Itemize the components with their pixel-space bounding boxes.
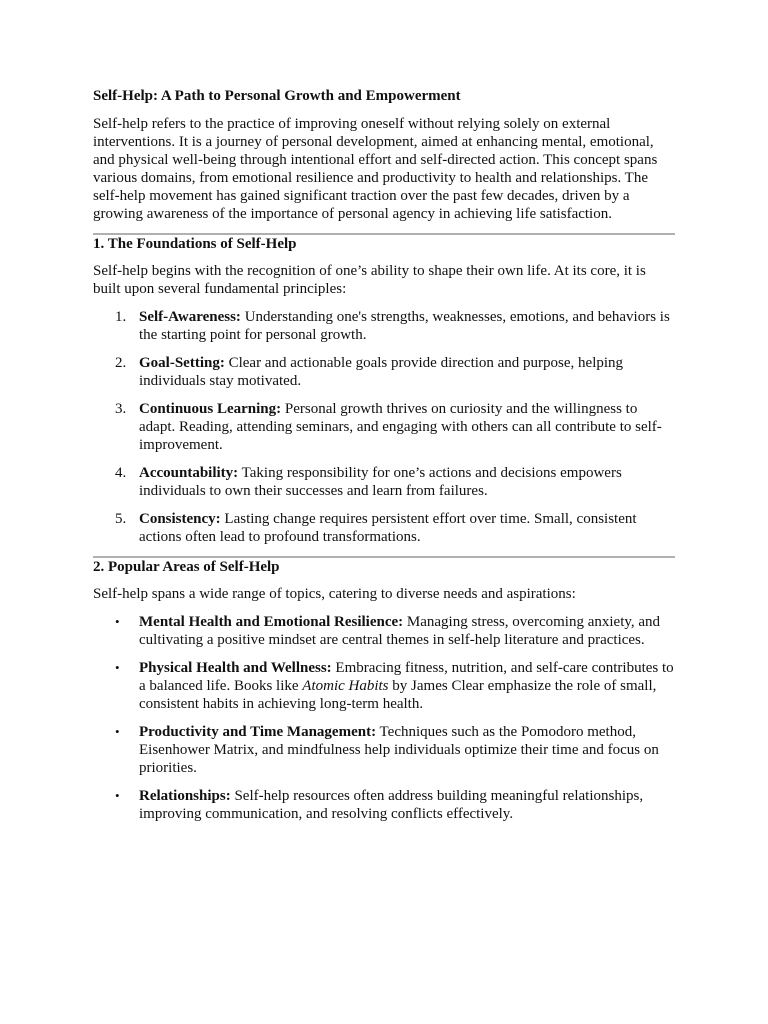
bullet-icon: •	[115, 788, 120, 803]
list-item-term: Self-Awareness:	[139, 309, 241, 325]
foundations-intro-paragraph: Self-help begins with the recognition of one’s ability to shape their own life. At its core, it is built upon several fundamental principles:	[93, 263, 646, 297]
list-item-text: Personal growth thrives on curiosity and the willingness to adapt. Reading, attending seminars, and engaging with others can all contribute to self-improvement.	[139, 401, 662, 453]
document-title: Self-Help: A Path to Personal Growth and Empowerment	[93, 88, 461, 104]
list-item	[93, 787, 675, 823]
bullet-icon: •	[115, 724, 120, 739]
list-item	[93, 464, 675, 500]
list-item-term: Productivity and Time Management:	[139, 724, 377, 740]
popular-areas-intro-paragraph: Self-help spans a wide range of topics, catering to diverse needs and aspirations:	[93, 586, 576, 602]
list-item-number: 2.	[115, 355, 127, 371]
list-item	[93, 659, 675, 713]
document-body	[93, 87, 675, 833]
section-heading-foundations: 1. The Foundations of Self-Help	[93, 236, 297, 252]
principles-list	[93, 308, 675, 546]
bullet-icon: •	[115, 660, 120, 675]
list-item-number: 4.	[115, 465, 127, 481]
list-item-text: Embracing fitness, nutrition, and self-care contributes to a balanced life. Books like	[139, 660, 674, 694]
list-item	[93, 510, 675, 546]
list-item-text: Clear and actionable goals provide direction and purpose, helping individuals stay motivated.	[139, 355, 624, 389]
list-item-text: Taking responsibility for one’s actions and decisions empowers individuals to own their successes and learn from failures.	[139, 465, 622, 499]
list-item-term: Continuous Learning:	[139, 401, 282, 417]
list-item-term: Mental Health and Emotional Resilience:	[139, 614, 404, 630]
list-item-text: Understanding one's strengths, weaknesses, emotions, and behaviors is the starting point for personal growth.	[139, 309, 670, 343]
bullet-icon: •	[115, 614, 120, 629]
list-item-number: 5.	[115, 511, 127, 527]
book-title: Atomic Habits	[302, 678, 389, 694]
list-item-text: Self-help resources often address building meaningful relationships, improving communication, and resolving conflicts effectively.	[139, 788, 644, 822]
list-item-term: Physical Health and Wellness:	[139, 660, 332, 676]
list-item-text: Lasting change requires persistent effort over time. Small, consistent actions often lead to profound transformations.	[139, 511, 637, 545]
intro-paragraph: Self-help refers to the practice of improving oneself without relying solely on external interventions. It is a journey of personal development, aimed at enhancing mental, emotional, and physical well-being through intentional effort and self-directed action. This concept spans various domains, from emotional resilience and productivity to health and relationships. The self-help movement has gained significant traction over the past few decades, driven by a growing awareness of the importance of personal agency in achieving life satisfaction.	[93, 116, 658, 222]
list-item-term: Goal-Setting:	[139, 355, 225, 371]
list-item-term: Consistency:	[139, 511, 221, 527]
list-item-number: 1.	[115, 309, 127, 325]
list-item-number: 3.	[115, 401, 127, 417]
list-item-term: Relationships:	[139, 788, 231, 804]
list-item	[93, 723, 675, 777]
list-item	[93, 613, 675, 649]
list-item	[93, 400, 675, 454]
list-item-text: by James Clear emphasize the role of small, consistent habits in achieving long-term health.	[139, 678, 657, 712]
list-item	[93, 354, 675, 390]
list-item-text: Managing stress, overcoming anxiety, and cultivating a positive mindset are central themes in self-help literature and practices.	[139, 614, 661, 648]
areas-list	[93, 613, 675, 823]
list-item	[93, 308, 675, 344]
list-item-term: Accountability:	[139, 465, 239, 481]
list-item-text: Techniques such as the Pomodoro method, Eisenhower Matrix, and mindfulness help individuals optimize their time and focus on priorities.	[139, 724, 659, 776]
section-heading-popular-areas: 2. Popular Areas of Self-Help	[93, 559, 280, 575]
